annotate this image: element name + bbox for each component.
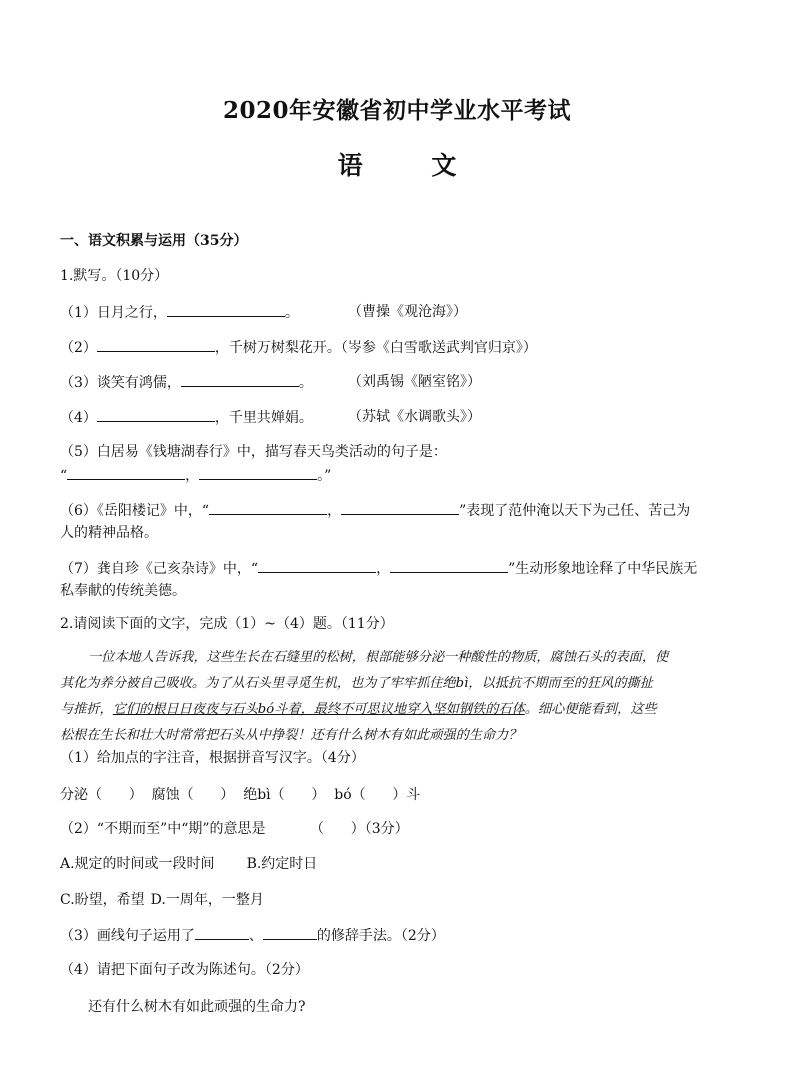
question-2-heading: 2.请阅读下面的文字，完成（1）~（4）题。（11分） <box>60 616 394 632</box>
q1-item-3 <box>60 372 481 393</box>
close-quote: 。” <box>317 468 332 484</box>
passage-line-3 <box>60 697 736 723</box>
comma: ， <box>376 561 391 577</box>
q2-sub-1-items: 分泌（ ） 腐蚀（ ） 绝bì（ ） bó（ ）斗 <box>60 787 421 803</box>
answer-blank[interactable] <box>390 558 508 573</box>
section-heading: 一、语文积累与运用（35分） <box>60 233 248 249</box>
q1-item-4-text: （4） <box>60 410 97 426</box>
q2-sub-4-sentence: 还有什么树木有如此顽强的生命力? <box>88 999 306 1015</box>
q2-sub-1: （1）给加点的字注音，根据拼音写汉字。（4分） <box>60 750 365 766</box>
q1-item-2-end: ，千树万树梨花开。（岑参《白雪歌送武判官归京》） <box>214 340 537 356</box>
q1-item-4-source: （苏轼《水调歌头》） <box>348 409 481 425</box>
passage-text: 。细心便能看到，这些 <box>524 702 657 717</box>
q2-sub-3 <box>60 925 445 946</box>
q2-sub-3-text: （3）画线句子运用了 <box>60 928 195 944</box>
q1-item-3-end: 。 <box>298 375 313 391</box>
q1-item-7-cont: 私奉献的传统美德。 <box>60 583 186 599</box>
q2-sub-2: （2）“不期而至”中“期”的意思是 （ ）（3分） <box>60 821 409 837</box>
passage-text: 一位本地人告诉我，这些生长在石缝里的松树，根部能够分泌一种酸性的物质，腐蚀石头的表面，使 <box>88 650 669 665</box>
answer-blank[interactable] <box>258 558 376 573</box>
answer-blank[interactable] <box>167 302 285 317</box>
q1-item-1-end: 。 <box>284 305 299 321</box>
q1-item-2-text: （2） <box>60 340 97 356</box>
answer-blank[interactable] <box>341 500 459 515</box>
subject-title: 语 文 <box>337 151 487 180</box>
q1-item-6-text: （6）《岳阳楼记》中，“ <box>60 503 210 519</box>
q1-item-7-tail: ”生动形象地诠释了中华民族无 <box>508 561 698 577</box>
comma: ， <box>185 468 200 484</box>
q1-item-7 <box>60 558 697 579</box>
answer-blank[interactable] <box>199 465 317 480</box>
answer-blank[interactable] <box>209 500 327 515</box>
q1-item-4 <box>60 407 481 428</box>
q2-options-row-2 <box>60 890 264 910</box>
q1-item-6 <box>60 500 690 521</box>
q2-sub-4: （4）请把下面句子改为陈述句。（2分） <box>60 962 309 978</box>
passage-text: 与推折， <box>60 702 113 717</box>
q2-sub-3-tail: 的修辞手法。（2分） <box>316 928 445 944</box>
question-1-heading: 1.默写。（10分） <box>60 268 169 284</box>
q1-item-1 <box>60 302 467 323</box>
answer-blank[interactable] <box>195 925 249 940</box>
q1-item-2 <box>60 337 537 358</box>
passage-line-4: 松根在生长和壮大时常常把石头从中挣裂！还有什么树木有如此顽强的生命力？ <box>60 728 522 743</box>
q1-item-7-text: （7）龚自珍《己亥杂诗》中，“ <box>60 561 259 577</box>
underlined-sentence: 它们的根日日夜夜与石头bó斗着，最终不可思议地穿入坚如钢铁的石体 <box>112 702 525 717</box>
passage-line-2: 其化为养分被自己吸收。为了从石头里寻觅生机，也为了牢牢抓住绝bì，以抵抗不期而至的狂风的撕扯 <box>60 676 653 691</box>
q1-item-6-cont: 人的精神品格。 <box>60 525 158 541</box>
comma: ， <box>327 503 342 519</box>
q1-item-4-end: ，千里共婵娟。 <box>214 410 313 426</box>
passage-line-1 <box>60 645 736 671</box>
q1-item-6-tail: ”表现了范仲淹以天下为己任、苦己为 <box>459 503 691 519</box>
separator: 、 <box>248 928 263 944</box>
exam-title: 2020年安徽省初中学业水平考试 <box>222 97 571 124</box>
option-d: D.一周年，一整月 <box>150 892 264 908</box>
answer-blank[interactable] <box>181 372 299 387</box>
answer-blank[interactable] <box>263 925 317 940</box>
q1-item-1-source: （曹操《观沧海》） <box>348 304 467 320</box>
q1-item-3-text: （3）谈笑有鸿儒， <box>60 375 181 391</box>
answer-blank[interactable] <box>97 337 215 352</box>
q1-item-5 <box>60 442 447 462</box>
q1-item-1-text: （1）日月之行， <box>60 305 167 321</box>
q1-item-5-blanks <box>60 465 331 486</box>
q1-item-3-source: （刘禹锡《陋室铭》） <box>348 374 481 390</box>
option-b: B.约定时日 <box>246 856 318 872</box>
answer-blank[interactable] <box>67 465 185 480</box>
reading-passage <box>60 645 736 749</box>
open-quote: “ <box>60 468 68 484</box>
option-c: C.盼望，希望 <box>60 892 145 908</box>
option-a: A.规定的时间或一段时间 <box>60 856 215 872</box>
answer-blank[interactable] <box>97 407 215 422</box>
q2-options-row-1 <box>60 854 317 874</box>
q1-item-5-text: （5）白居易《钱塘湖春行》中，描写春天鸟类活动的句子是： <box>60 444 447 460</box>
